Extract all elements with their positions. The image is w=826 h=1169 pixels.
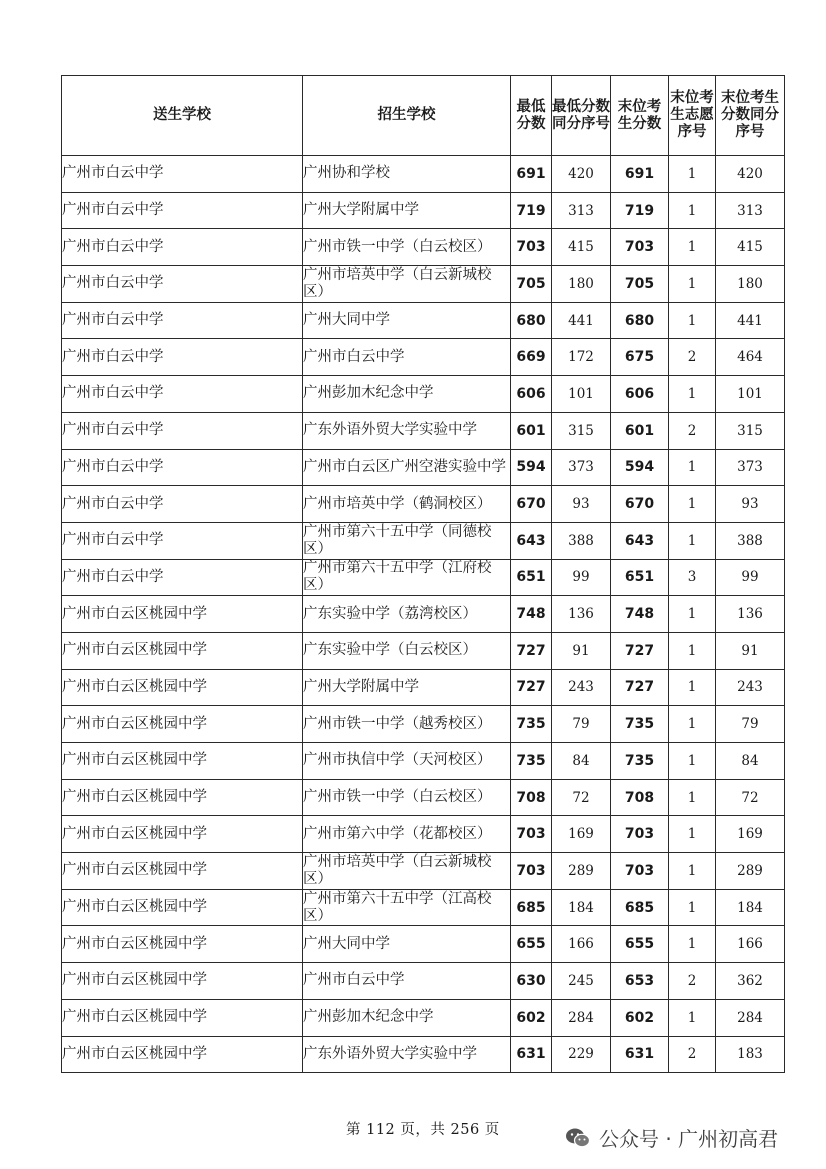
cell-last-choice: 1 [669, 706, 716, 743]
cell-last-choice: 1 [669, 999, 716, 1036]
table-row [62, 192, 785, 229]
table-row [62, 522, 785, 559]
cell-admitting-school: 广州市培英中学（鹤洞校区） [303, 486, 511, 523]
page-footer: 第 112 页，共 256 页 [346, 1122, 500, 1138]
cell-min-score-rank: 284 [552, 999, 611, 1036]
cell-last-score: 703 [611, 816, 669, 853]
cell-admitting-school: 广东外语外贸大学实验中学 [303, 1036, 511, 1073]
cell-last-score: 685 [611, 889, 669, 926]
cell-min-score: 602 [511, 999, 552, 1036]
cell-min-score-rank: 415 [552, 229, 611, 266]
cell-min-score-rank: 169 [552, 816, 611, 853]
cell-last-score-rank: 420 [716, 156, 785, 193]
cell-last-choice: 1 [669, 816, 716, 853]
cell-last-score: 703 [611, 853, 669, 890]
cell-sender-school: 广州市白云区桃园中学 [62, 999, 303, 1036]
cell-last-score-rank: 289 [716, 853, 785, 890]
cell-last-score-rank: 72 [716, 779, 785, 816]
cell-last-score: 727 [611, 632, 669, 669]
cell-last-score: 670 [611, 486, 669, 523]
cell-min-score: 631 [511, 1036, 552, 1073]
cell-sender-school: 广州市白云区桃园中学 [62, 669, 303, 706]
cell-min-score: 703 [511, 816, 552, 853]
cell-admitting-school: 广州市第六中学（花都校区） [303, 816, 511, 853]
table-body [62, 156, 785, 1073]
cell-last-score-rank: 243 [716, 669, 785, 706]
cell-last-score-rank: 388 [716, 522, 785, 559]
cell-last-score: 691 [611, 156, 669, 193]
cell-last-choice: 1 [669, 486, 716, 523]
cell-admitting-school: 广州大同中学 [303, 302, 511, 339]
cell-min-score: 606 [511, 376, 552, 413]
cell-min-score-rank: 313 [552, 192, 611, 229]
cell-sender-school: 广州市白云中学 [62, 376, 303, 413]
cell-admitting-school: 广州市白云区广州空港实验中学 [303, 449, 511, 486]
cell-last-score-rank: 415 [716, 229, 785, 266]
cell-min-score-rank: 420 [552, 156, 611, 193]
cell-min-score: 601 [511, 412, 552, 449]
cell-min-score: 680 [511, 302, 552, 339]
cell-sender-school: 广州市白云区桃园中学 [62, 1036, 303, 1073]
table-row [62, 669, 785, 706]
cell-last-score: 675 [611, 339, 669, 376]
cell-min-score: 670 [511, 486, 552, 523]
cell-sender-school: 广州市白云区桃园中学 [62, 632, 303, 669]
cell-last-score: 735 [611, 706, 669, 743]
cell-sender-school: 广州市白云中学 [62, 156, 303, 193]
cell-last-score: 719 [611, 192, 669, 229]
watermark [565, 1123, 778, 1152]
header-min-score-rank: 最低分数同分序号 [552, 76, 611, 156]
cell-min-score: 719 [511, 192, 552, 229]
cell-min-score: 643 [511, 522, 552, 559]
cell-last-choice: 1 [669, 779, 716, 816]
cell-min-score-rank: 84 [552, 743, 611, 780]
cell-last-score: 601 [611, 412, 669, 449]
table-row [62, 779, 785, 816]
cell-last-score-rank: 184 [716, 889, 785, 926]
cell-min-score-rank: 93 [552, 486, 611, 523]
cell-min-score: 735 [511, 706, 552, 743]
table-row [62, 229, 785, 266]
cell-last-score-rank: 441 [716, 302, 785, 339]
cell-last-choice: 1 [669, 192, 716, 229]
cell-last-score: 703 [611, 229, 669, 266]
table-row [62, 156, 785, 193]
table-row [62, 376, 785, 413]
cell-admitting-school: 广州市培英中学（白云新城校区） [303, 853, 511, 890]
cell-min-score-rank: 166 [552, 926, 611, 963]
watermark-text: 公众号 · 广州初高君 [599, 1127, 779, 1151]
cell-admitting-school: 广州市白云中学 [303, 963, 511, 1000]
cell-last-score-rank: 313 [716, 192, 785, 229]
cell-sender-school: 广州市白云中学 [62, 449, 303, 486]
table-row [62, 963, 785, 1000]
cell-last-score: 655 [611, 926, 669, 963]
cell-last-score-rank: 183 [716, 1036, 785, 1073]
cell-min-score: 691 [511, 156, 552, 193]
cell-admitting-school: 广州彭加木纪念中学 [303, 999, 511, 1036]
cell-last-score-rank: 362 [716, 963, 785, 1000]
cell-last-score-rank: 91 [716, 632, 785, 669]
cell-min-score: 705 [511, 266, 552, 303]
cell-min-score: 748 [511, 596, 552, 633]
cell-last-score: 651 [611, 559, 669, 596]
cell-last-score: 643 [611, 522, 669, 559]
table-row [62, 1036, 785, 1073]
cell-sender-school: 广州市白云中学 [62, 412, 303, 449]
cell-min-score: 669 [511, 339, 552, 376]
cell-admitting-school: 广州大同中学 [303, 926, 511, 963]
header-admitting-school: 招生学校 [303, 76, 511, 156]
cell-last-score: 705 [611, 266, 669, 303]
cell-last-choice: 2 [669, 963, 716, 1000]
cell-min-score-rank: 388 [552, 522, 611, 559]
cell-min-score-rank: 136 [552, 596, 611, 633]
cell-min-score-rank: 245 [552, 963, 611, 1000]
cell-min-score-rank: 184 [552, 889, 611, 926]
cell-last-score-rank: 373 [716, 449, 785, 486]
cell-last-choice: 1 [669, 743, 716, 780]
cell-last-choice: 1 [669, 266, 716, 303]
cell-last-score: 594 [611, 449, 669, 486]
cell-min-score-rank: 172 [552, 339, 611, 376]
table-row [62, 632, 785, 669]
cell-last-choice: 2 [669, 412, 716, 449]
cell-min-score-rank: 72 [552, 779, 611, 816]
cell-sender-school: 广州市白云区桃园中学 [62, 743, 303, 780]
wechat-icon [565, 1127, 591, 1149]
cell-last-choice: 1 [669, 889, 716, 926]
cell-last-choice: 2 [669, 1036, 716, 1073]
cell-sender-school: 广州市白云中学 [62, 266, 303, 303]
header-last-score-rank: 末位考生分数同分序号 [716, 76, 785, 156]
cell-sender-school: 广州市白云区桃园中学 [62, 779, 303, 816]
cell-min-score: 703 [511, 229, 552, 266]
cell-last-score: 606 [611, 376, 669, 413]
cell-min-score-rank: 99 [552, 559, 611, 596]
cell-admitting-school: 广东外语外贸大学实验中学 [303, 412, 511, 449]
cell-admitting-school: 广州市第六十五中学（江府校区） [303, 559, 511, 596]
cell-sender-school: 广州市白云区桃园中学 [62, 963, 303, 1000]
table-row [62, 302, 785, 339]
cell-min-score: 708 [511, 779, 552, 816]
cell-last-score-rank: 180 [716, 266, 785, 303]
table-row [62, 743, 785, 780]
cell-last-score: 748 [611, 596, 669, 633]
cell-last-score-rank: 284 [716, 999, 785, 1036]
cell-min-score: 685 [511, 889, 552, 926]
cell-last-score-rank: 99 [716, 559, 785, 596]
cell-last-choice: 1 [669, 596, 716, 633]
table-row [62, 853, 785, 890]
cell-admitting-school: 广州彭加木纪念中学 [303, 376, 511, 413]
cell-min-score: 630 [511, 963, 552, 1000]
cell-admitting-school: 广州市执信中学（天河校区） [303, 743, 511, 780]
cell-min-score-rank: 373 [552, 449, 611, 486]
admission-table [61, 75, 785, 1073]
table-row [62, 449, 785, 486]
cell-last-score-rank: 101 [716, 376, 785, 413]
cell-last-score-rank: 136 [716, 596, 785, 633]
cell-sender-school: 广州市白云中学 [62, 192, 303, 229]
header-min-score: 最低分数 [511, 76, 552, 156]
cell-min-score: 703 [511, 853, 552, 890]
table-row [62, 339, 785, 376]
cell-admitting-school: 广州市第六十五中学（江高校区） [303, 889, 511, 926]
cell-sender-school: 广州市白云区桃园中学 [62, 926, 303, 963]
cell-sender-school: 广州市白云区桃园中学 [62, 853, 303, 890]
table-row [62, 926, 785, 963]
table-row [62, 266, 785, 303]
cell-last-score: 680 [611, 302, 669, 339]
cell-last-choice: 1 [669, 449, 716, 486]
cell-min-score-rank: 101 [552, 376, 611, 413]
cell-sender-school: 广州市白云中学 [62, 339, 303, 376]
cell-last-score-rank: 169 [716, 816, 785, 853]
cell-admitting-school: 广州协和学校 [303, 156, 511, 193]
cell-sender-school: 广州市白云中学 [62, 522, 303, 559]
header-row [62, 76, 785, 156]
cell-last-score-rank: 464 [716, 339, 785, 376]
cell-last-choice: 1 [669, 229, 716, 266]
cell-min-score: 727 [511, 669, 552, 706]
cell-last-score: 602 [611, 999, 669, 1036]
cell-last-score: 631 [611, 1036, 669, 1073]
header-last-choice: 末位考生志愿序号 [669, 76, 716, 156]
cell-last-choice: 1 [669, 853, 716, 890]
cell-last-score-rank: 315 [716, 412, 785, 449]
cell-last-score: 727 [611, 669, 669, 706]
cell-min-score: 735 [511, 743, 552, 780]
table-row [62, 889, 785, 926]
cell-min-score-rank: 441 [552, 302, 611, 339]
cell-last-choice: 3 [669, 559, 716, 596]
cell-last-choice: 1 [669, 376, 716, 413]
cell-admitting-school: 广州市白云中学 [303, 339, 511, 376]
table-row [62, 596, 785, 633]
cell-admitting-school: 广州市铁一中学（白云校区） [303, 229, 511, 266]
cell-min-score: 727 [511, 632, 552, 669]
cell-last-choice: 1 [669, 926, 716, 963]
cell-min-score-rank: 243 [552, 669, 611, 706]
cell-min-score-rank: 315 [552, 412, 611, 449]
cell-last-choice: 1 [669, 669, 716, 706]
header-last-score: 末位考生分数 [611, 76, 669, 156]
cell-sender-school: 广州市白云中学 [62, 229, 303, 266]
cell-last-choice: 2 [669, 339, 716, 376]
table-row [62, 559, 785, 596]
cell-min-score: 594 [511, 449, 552, 486]
cell-last-choice: 1 [669, 522, 716, 559]
cell-sender-school: 广州市白云中学 [62, 559, 303, 596]
cell-sender-school: 广州市白云区桃园中学 [62, 706, 303, 743]
cell-admitting-school: 广州大学附属中学 [303, 669, 511, 706]
cell-last-score-rank: 79 [716, 706, 785, 743]
cell-min-score-rank: 229 [552, 1036, 611, 1073]
table-row [62, 412, 785, 449]
cell-admitting-school: 广东实验中学（荔湾校区） [303, 596, 511, 633]
cell-admitting-school: 广州市第六十五中学（同德校区） [303, 522, 511, 559]
header-sender-school: 送生学校 [62, 76, 303, 156]
table-row [62, 706, 785, 743]
cell-sender-school: 广州市白云区桃园中学 [62, 889, 303, 926]
table-row [62, 816, 785, 853]
cell-admitting-school: 广州市铁一中学（越秀校区） [303, 706, 511, 743]
cell-last-choice: 1 [669, 302, 716, 339]
cell-last-score-rank: 166 [716, 926, 785, 963]
cell-sender-school: 广州市白云中学 [62, 302, 303, 339]
table-row [62, 999, 785, 1036]
cell-last-score: 708 [611, 779, 669, 816]
cell-sender-school: 广州市白云区桃园中学 [62, 816, 303, 853]
cell-admitting-school: 广州市铁一中学（白云校区） [303, 779, 511, 816]
cell-last-choice: 1 [669, 632, 716, 669]
cell-min-score: 651 [511, 559, 552, 596]
cell-min-score-rank: 91 [552, 632, 611, 669]
cell-last-score: 653 [611, 963, 669, 1000]
cell-last-score-rank: 84 [716, 743, 785, 780]
cell-admitting-school: 广州大学附属中学 [303, 192, 511, 229]
cell-min-score: 655 [511, 926, 552, 963]
cell-last-choice: 1 [669, 156, 716, 193]
table-row [62, 486, 785, 523]
cell-admitting-school: 广州市培英中学（白云新城校区） [303, 266, 511, 303]
cell-min-score-rank: 79 [552, 706, 611, 743]
cell-last-score: 735 [611, 743, 669, 780]
cell-min-score-rank: 289 [552, 853, 611, 890]
cell-sender-school: 广州市白云中学 [62, 486, 303, 523]
cell-last-score-rank: 93 [716, 486, 785, 523]
cell-min-score-rank: 180 [552, 266, 611, 303]
cell-admitting-school: 广东实验中学（白云校区） [303, 632, 511, 669]
cell-sender-school: 广州市白云区桃园中学 [62, 596, 303, 633]
